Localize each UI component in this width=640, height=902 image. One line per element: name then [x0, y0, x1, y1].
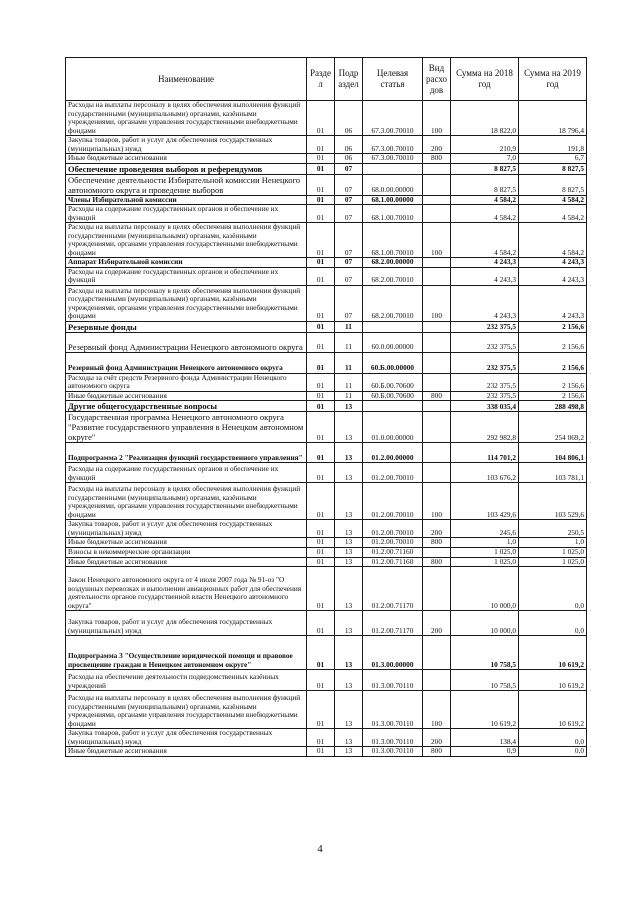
cell-tselevaya-statya: 68.1.00.00000 [363, 195, 423, 205]
cell-tselevaya-statya: 01.3.00.00000 [363, 636, 423, 670]
table-row [66, 391, 587, 401]
cell-sum-2019: 8 827,5 [519, 163, 587, 174]
cell-vid-raskhodov: 800 [423, 538, 451, 548]
cell-sum-2019: 254 069,2 [519, 412, 587, 443]
cell-podrazdel: 13 [335, 547, 363, 557]
cell-sum-2018: 8 827,5 [451, 163, 519, 174]
cell-razdel: 01 [307, 557, 335, 567]
cell-tselevaya-statya: 01.3.00.70110 [363, 747, 423, 757]
cell-podrazdel: 13 [335, 483, 363, 520]
cell-vid-raskhodov [423, 373, 451, 391]
cell-sum-2019: 4 243,3 [519, 258, 587, 268]
cell-sum-2019: 0,0 [519, 567, 587, 611]
cell-podrazdel: 07 [335, 195, 363, 205]
cell-podrazdel: 13 [335, 412, 363, 443]
cell-sum-2018: 4 243,3 [451, 285, 519, 321]
cell-podrazdel: 13 [335, 443, 363, 463]
cell-tselevaya-statya: 01.2.00.70010 [363, 483, 423, 520]
cell-name: Расходы на содержание государственных органов и обеспечение их функций [66, 205, 307, 223]
cell-sum-2018: 232 375,5 [451, 352, 519, 373]
cell-vid-raskhodov [423, 205, 451, 223]
cell-sum-2018: 1 025,0 [451, 557, 519, 567]
cell-sum-2018: 1 025,0 [451, 547, 519, 557]
budget-table [65, 57, 587, 757]
cell-name: Члены Избирательной комиссии [66, 195, 307, 205]
cell-razdel: 01 [307, 391, 335, 401]
table-row [66, 483, 587, 520]
cell-razdel: 01 [307, 691, 335, 729]
cell-podrazdel: 07 [335, 258, 363, 268]
cell-podrazdel: 07 [335, 174, 363, 195]
cell-sum-2019: 10 619,2 [519, 691, 587, 729]
cell-podrazdel: 06 [335, 154, 363, 164]
cell-tselevaya-statya: 01.2.00.70010 [363, 520, 423, 538]
cell-tselevaya-statya: 68.2.00.00000 [363, 258, 423, 268]
table-row [66, 174, 587, 195]
cell-tselevaya-statya: 68.2.00.70010 [363, 285, 423, 321]
cell-podrazdel: 13 [335, 401, 363, 412]
cell-sum-2019: 4 243,3 [519, 285, 587, 321]
cell-razdel: 01 [307, 101, 335, 136]
cell-tselevaya-statya [363, 163, 423, 174]
cell-sum-2019: 250,5 [519, 520, 587, 538]
cell-razdel: 01 [307, 636, 335, 670]
cell-tselevaya-statya: 01.2.00.71160 [363, 547, 423, 557]
cell-tselevaya-statya: 01.0.00.00000 [363, 412, 423, 443]
cell-sum-2019: 10 619,2 [519, 636, 587, 670]
table-row [66, 163, 587, 174]
header-tselevaya-statya: Целевая статья [363, 58, 423, 101]
cell-name: Закупка товаров, работ и услуг для обеспечения государственных (муниципальных) нужд [66, 520, 307, 538]
cell-tselevaya-statya: 01.3.00.70110 [363, 691, 423, 729]
cell-vid-raskhodov [423, 163, 451, 174]
cell-razdel: 01 [307, 154, 335, 164]
cell-sum-2019: 2 156,6 [519, 332, 587, 352]
table-row [66, 332, 587, 352]
cell-vid-raskhodov: 100 [423, 483, 451, 520]
cell-razdel: 01 [307, 401, 335, 412]
cell-razdel: 01 [307, 483, 335, 520]
cell-sum-2018: 103 429,6 [451, 483, 519, 520]
table-row [66, 747, 587, 757]
cell-podrazdel: 13 [335, 747, 363, 757]
cell-vid-raskhodov [423, 352, 451, 373]
table-row [66, 205, 587, 223]
page-number: 4 [317, 843, 323, 855]
cell-podrazdel: 07 [335, 285, 363, 321]
cell-sum-2018: 10 758,5 [451, 670, 519, 691]
header-razdel: Разде л [307, 58, 335, 101]
cell-name: Другие общегосударственные вопросы [66, 401, 307, 412]
table-row [66, 547, 587, 557]
cell-sum-2018: 1,0 [451, 538, 519, 548]
cell-vid-raskhodov [423, 401, 451, 412]
cell-name: Иные бюджетные ассигнования [66, 538, 307, 548]
cell-razdel: 01 [307, 567, 335, 611]
cell-vid-raskhodov [423, 670, 451, 691]
cell-name: Аппарат Избирательной комиссии [66, 258, 307, 268]
cell-sum-2018: 7,0 [451, 154, 519, 164]
cell-vid-raskhodov: 100 [423, 285, 451, 321]
cell-vid-raskhodov [423, 174, 451, 195]
table-row [66, 538, 587, 548]
table-row [66, 443, 587, 463]
cell-name: Закон Ненецкого автономного округа от 4 июля 2007 года № 91-оз "О воздушных перевозках и выполнении авиационных работ для обеспечения деятельности органов государственной власти Ненецкого автономного округа" [66, 567, 307, 611]
cell-sum-2019: 1 025,0 [519, 547, 587, 557]
cell-vid-raskhodov: 800 [423, 747, 451, 757]
cell-podrazdel: 11 [335, 332, 363, 352]
cell-sum-2019: 10 619,2 [519, 670, 587, 691]
table-row [66, 520, 587, 538]
cell-sum-2019: 4 584,2 [519, 205, 587, 223]
cell-sum-2018: 10 000,0 [451, 611, 519, 636]
cell-tselevaya-statya: 67.3.00.70010 [363, 154, 423, 164]
cell-sum-2019: 8 827,5 [519, 174, 587, 195]
cell-razdel: 01 [307, 321, 335, 332]
cell-sum-2018: 0,9 [451, 747, 519, 757]
cell-razdel: 01 [307, 547, 335, 557]
cell-vid-raskhodov [423, 463, 451, 483]
table-row [66, 195, 587, 205]
cell-name: Расходы на выплаты персоналу в целях обеспечения выполнения функций государственными (муниципальными) органами, казёнными учреждениями, органами управления государственными внебюджетными фондами [66, 483, 307, 520]
cell-tselevaya-statya: 60.Б.00.70600 [363, 391, 423, 401]
cell-vid-raskhodov [423, 321, 451, 332]
cell-razdel: 01 [307, 443, 335, 463]
cell-name: Государственная программа Ненецкого автономного округа "Развитие государственного управления в Ненецком автономном округе" [66, 412, 307, 443]
cell-podrazdel: 07 [335, 267, 363, 285]
cell-sum-2018: 10 619,2 [451, 691, 519, 729]
cell-tselevaya-statya: 01.2.00.71170 [363, 611, 423, 636]
cell-vid-raskhodov [423, 267, 451, 285]
cell-tselevaya-statya: 60.Б.00.00000 [363, 352, 423, 373]
table-row [66, 258, 587, 268]
cell-sum-2018: 4 243,3 [451, 267, 519, 285]
cell-razdel: 01 [307, 538, 335, 548]
header-vid-raskhodov: Вид расхо дов [423, 58, 451, 101]
cell-sum-2019: 0,0 [519, 611, 587, 636]
cell-vid-raskhodov: 200 [423, 611, 451, 636]
cell-podrazdel: 13 [335, 520, 363, 538]
cell-razdel: 01 [307, 285, 335, 321]
cell-tselevaya-statya: 60.0.00.00000 [363, 332, 423, 352]
cell-sum-2018: 4 584,2 [451, 195, 519, 205]
cell-razdel: 01 [307, 174, 335, 195]
cell-podrazdel: 07 [335, 223, 363, 258]
cell-sum-2018: 4 584,2 [451, 205, 519, 223]
cell-sum-2018: 338 035,4 [451, 401, 519, 412]
cell-podrazdel: 11 [335, 391, 363, 401]
cell-name: Резервный фонд Администрации Ненецкого автономного округа [66, 332, 307, 352]
cell-sum-2018: 232 375,5 [451, 391, 519, 401]
cell-vid-raskhodov: 100 [423, 691, 451, 729]
table-row [66, 691, 587, 729]
cell-podrazdel: 11 [335, 352, 363, 373]
table-row [66, 567, 587, 611]
cell-name: Подпрограмма 2 "Реализация функций государственного управления" [66, 443, 307, 463]
cell-sum-2019: 104 806,1 [519, 443, 587, 463]
cell-sum-2019: 0,0 [519, 747, 587, 757]
cell-name: Расходы на содержание государственных органов и обеспечение их функций [66, 267, 307, 285]
cell-sum-2019: 2 156,6 [519, 373, 587, 391]
cell-vid-raskhodov: 800 [423, 391, 451, 401]
cell-tselevaya-statya [363, 401, 423, 412]
cell-podrazdel: 11 [335, 321, 363, 332]
table-row [66, 352, 587, 373]
cell-tselevaya-statya: 60.Б.00.70600 [363, 373, 423, 391]
table-row [66, 223, 587, 258]
cell-name: Расходы на выплаты персоналу в целях обеспечения выполнения функций государственными (муниципальными) органами, казёнными учреждениями, органами управления государственными внебюджетными фондами [66, 101, 307, 136]
cell-tselevaya-statya: 01.2.00.70010 [363, 538, 423, 548]
cell-vid-raskhodov [423, 258, 451, 268]
cell-sum-2019: 1 025,0 [519, 557, 587, 567]
table-row [66, 636, 587, 670]
cell-razdel: 01 [307, 463, 335, 483]
cell-tselevaya-statya: 68.2.00.70010 [363, 267, 423, 285]
header-name: Наименование [66, 58, 307, 101]
cell-razdel: 01 [307, 136, 335, 154]
cell-name: Закупка товаров, работ и услуг для обеспечения государственных (муниципальных) нужд [66, 729, 307, 747]
cell-razdel: 01 [307, 258, 335, 268]
header-sum-2019: Сумма на 2019 год [519, 58, 587, 101]
cell-vid-raskhodov: 200 [423, 729, 451, 747]
cell-name: Расходы на выплаты персоналу в целях обеспечения выполнения функций государственными (муниципальными) органами, казёнными учреждениями, органами управления государственными внебюджетными фондами [66, 223, 307, 258]
cell-razdel: 01 [307, 520, 335, 538]
cell-vid-raskhodov: 200 [423, 520, 451, 538]
cell-razdel: 01 [307, 205, 335, 223]
cell-podrazdel: 13 [335, 691, 363, 729]
cell-sum-2019: 191,8 [519, 136, 587, 154]
cell-podrazdel: 06 [335, 101, 363, 136]
cell-vid-raskhodov [423, 443, 451, 463]
cell-podrazdel: 13 [335, 567, 363, 611]
cell-sum-2018: 4 584,2 [451, 223, 519, 258]
table-row [66, 401, 587, 412]
cell-vid-raskhodov [423, 567, 451, 611]
cell-razdel: 01 [307, 611, 335, 636]
table-row [66, 729, 587, 747]
cell-tselevaya-statya: 67.3.00.70010 [363, 136, 423, 154]
table-row [66, 373, 587, 391]
cell-name: Расходы на содержание государственных органов и обеспечение их функций [66, 463, 307, 483]
table-row [66, 154, 587, 164]
cell-podrazdel: 07 [335, 205, 363, 223]
cell-name: Расходы за счёт средств Резервного фонда Администрации Ненецкого автономного округа [66, 373, 307, 391]
cell-sum-2019: 4 243,3 [519, 267, 587, 285]
cell-sum-2018: 232 375,5 [451, 321, 519, 332]
table-row [66, 321, 587, 332]
cell-vid-raskhodov: 200 [423, 136, 451, 154]
cell-sum-2018: 103 676,2 [451, 463, 519, 483]
cell-tselevaya-statya: 01.2.00.00000 [363, 443, 423, 463]
cell-sum-2018: 138,4 [451, 729, 519, 747]
table-row [66, 463, 587, 483]
cell-name: Закупка товаров, работ и услуг для обеспечения государственных (муниципальных) нужд [66, 136, 307, 154]
cell-name: Подпрограмма 3 "Осуществление юридической помощи и правовое просвещение граждан в Ненецком автономном округе" [66, 636, 307, 670]
cell-sum-2019: 2 156,6 [519, 352, 587, 373]
table-row [66, 285, 587, 321]
cell-tselevaya-statya: 01.2.00.71170 [363, 567, 423, 611]
cell-podrazdel: 13 [335, 463, 363, 483]
cell-razdel: 01 [307, 670, 335, 691]
cell-sum-2019: 0,0 [519, 729, 587, 747]
cell-tselevaya-statya [363, 321, 423, 332]
cell-sum-2018: 10 000,0 [451, 567, 519, 611]
cell-podrazdel: 13 [335, 729, 363, 747]
cell-sum-2018: 18 822,0 [451, 101, 519, 136]
cell-name: Расходы на обеспечение деятельности подведомственных казённых учреждений [66, 670, 307, 691]
cell-razdel: 01 [307, 747, 335, 757]
cell-sum-2019: 103 529,6 [519, 483, 587, 520]
table-row [66, 557, 587, 567]
cell-name: Резервный фонд Администрации Ненецкого автономного округа [66, 352, 307, 373]
cell-name: Закупка товаров, работ и услуг для обеспечения государственных (муниципальных) нужд [66, 611, 307, 636]
cell-name: Взносы в некоммерческие организации [66, 547, 307, 557]
cell-razdel: 01 [307, 412, 335, 443]
cell-vid-raskhodov: 100 [423, 223, 451, 258]
cell-razdel: 01 [307, 195, 335, 205]
cell-sum-2018: 210,9 [451, 136, 519, 154]
cell-vid-raskhodov [423, 195, 451, 205]
cell-sum-2018: 114 701,2 [451, 443, 519, 463]
cell-vid-raskhodov: 800 [423, 557, 451, 567]
cell-sum-2019: 6,7 [519, 154, 587, 164]
cell-sum-2019: 18 796,4 [519, 101, 587, 136]
table-header-row [66, 58, 587, 101]
cell-sum-2018: 232 375,5 [451, 332, 519, 352]
cell-razdel: 01 [307, 332, 335, 352]
cell-name: Иные бюджетные ассигнования [66, 557, 307, 567]
cell-razdel: 01 [307, 352, 335, 373]
cell-sum-2018: 232 375,5 [451, 373, 519, 391]
table-row [66, 101, 587, 136]
cell-vid-raskhodov: 800 [423, 154, 451, 164]
cell-name: Обеспечение деятельности Избирательной комиссии Ненецкого автономного округа и проведение выборов [66, 174, 307, 195]
cell-tselevaya-statya: 67.3.00.70010 [363, 101, 423, 136]
cell-name: Иные бюджетные ассигнования [66, 391, 307, 401]
cell-podrazdel: 06 [335, 136, 363, 154]
cell-sum-2019: 4 584,2 [519, 195, 587, 205]
cell-name: Расходы на выплаты персоналу в целях обеспечения выполнения функций государственными (муниципальными) органами, казёнными учреждениями, органами управления государственными внебюджетными фондами [66, 285, 307, 321]
cell-sum-2018: 4 243,3 [451, 258, 519, 268]
cell-tselevaya-statya: 68.1.00.70010 [363, 205, 423, 223]
cell-vid-raskhodov [423, 412, 451, 443]
header-podrazdel: Подр аздел [335, 58, 363, 101]
cell-sum-2018: 292 982,8 [451, 412, 519, 443]
cell-name: Обеспечение проведения выборов и референдумов [66, 163, 307, 174]
cell-podrazdel: 11 [335, 373, 363, 391]
cell-vid-raskhodov: 100 [423, 101, 451, 136]
cell-tselevaya-statya: 01.3.00.70110 [363, 670, 423, 691]
cell-tselevaya-statya: 01.2.00.71160 [363, 557, 423, 567]
cell-razdel: 01 [307, 729, 335, 747]
cell-name: Иные бюджетные ассигнования [66, 154, 307, 164]
cell-vid-raskhodov [423, 636, 451, 670]
cell-vid-raskhodov [423, 547, 451, 557]
cell-podrazdel: 13 [335, 636, 363, 670]
cell-razdel: 01 [307, 163, 335, 174]
cell-sum-2019: 4 584,2 [519, 223, 587, 258]
cell-podrazdel: 13 [335, 538, 363, 548]
cell-razdel: 01 [307, 267, 335, 285]
cell-tselevaya-statya: 01.2.00.70010 [363, 463, 423, 483]
cell-name: Резервные фонды [66, 321, 307, 332]
cell-tselevaya-statya: 01.3.00.70110 [363, 729, 423, 747]
cell-podrazdel: 13 [335, 611, 363, 636]
cell-vid-raskhodov [423, 332, 451, 352]
cell-sum-2019: 2 156,6 [519, 321, 587, 332]
table-row [66, 136, 587, 154]
cell-sum-2019: 2 156,6 [519, 391, 587, 401]
cell-sum-2018: 245,6 [451, 520, 519, 538]
cell-tselevaya-statya: 68.1.00.70010 [363, 223, 423, 258]
table-row [66, 412, 587, 443]
table-row [66, 267, 587, 285]
cell-sum-2018: 8 827,5 [451, 174, 519, 195]
table-row [66, 670, 587, 691]
header-sum-2018: Сумма на 2018 год [451, 58, 519, 101]
cell-name: Расходы на выплаты персоналу в целях обеспечения выполнения функций государственными (муниципальными) органами, казёнными учреждениями, органами управления государственными внебюджетными фондами [66, 691, 307, 729]
cell-podrazdel: 13 [335, 670, 363, 691]
cell-podrazdel: 13 [335, 557, 363, 567]
cell-sum-2018: 10 758,5 [451, 636, 519, 670]
cell-tselevaya-statya: 68.0.00.00000 [363, 174, 423, 195]
cell-sum-2019: 288 498,8 [519, 401, 587, 412]
cell-razdel: 01 [307, 223, 335, 258]
table-row [66, 611, 587, 636]
cell-razdel: 01 [307, 373, 335, 391]
table-body [66, 101, 587, 757]
cell-sum-2019: 1,0 [519, 538, 587, 548]
cell-podrazdel: 07 [335, 163, 363, 174]
cell-name: Иные бюджетные ассигнования [66, 747, 307, 757]
cell-sum-2019: 103 781,1 [519, 463, 587, 483]
